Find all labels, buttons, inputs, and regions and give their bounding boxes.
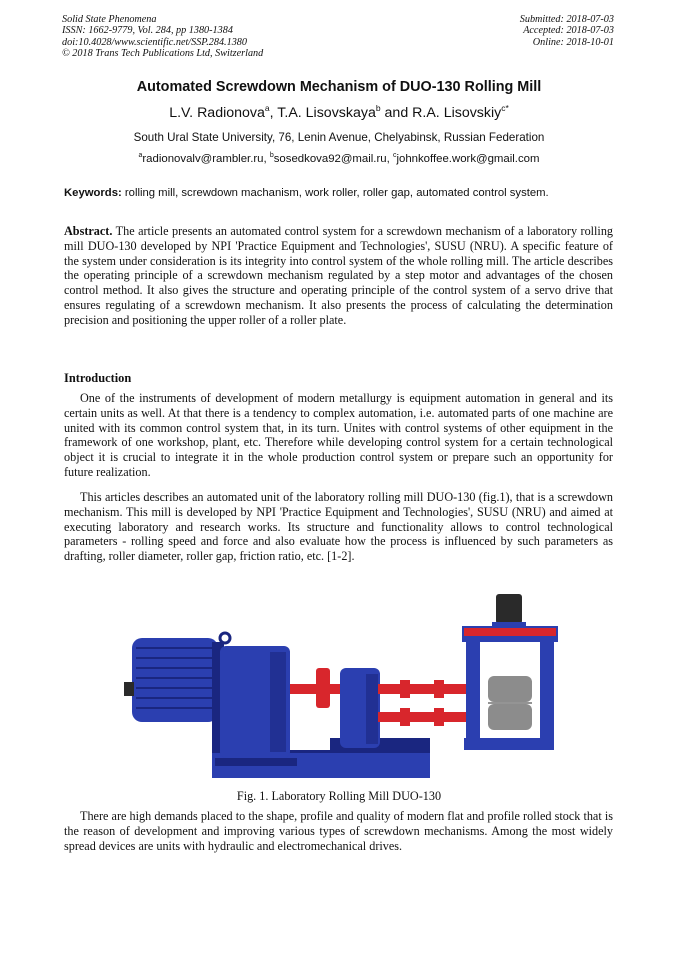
mill-stand-column: [540, 628, 554, 740]
gearbox-shadow: [270, 652, 286, 752]
email-mark: c: [392, 152, 397, 159]
abstract-label: Abstract.: [64, 224, 113, 238]
intro-paragraph: One of the instruments of development of modern metallurgy is equipment automation in general and its certain units as well. At that there is a tendency to complex automation, i.e. automated parts of one machine are united with its common control system that, in its turn. Unites with control systems of other equipment in the framework of one workshop, plant, etc. Therefore while developing control system for a certain technological object it is crucial to integrate it in the whole production control system or prepare such an opportunity for future realization.: [64, 391, 613, 479]
journal-copyright: © 2018 Trans Tech Publications Ltd, Switzerland: [62, 47, 264, 59]
lower-roller: [488, 704, 532, 730]
paper-title: Automated Screwdown Mechanism of DUO-130 Rolling Mill: [136, 79, 542, 95]
rolling-mill-figure: [120, 588, 560, 780]
author-affiliation-mark: b: [375, 103, 381, 113]
lifting-eye: [220, 633, 230, 643]
upper-spindle: [378, 684, 470, 694]
mill-stand-column: [466, 628, 480, 740]
intro-paragraph: This articles describes an automated unit of the laboratory rolling mill DUO-130 (fig.1), that is a screwdown mechanism. This mill is developed by NPI 'Practice Equipment and Technologies', SUSU (NRU) and aimed at executing laboratory and research works. Its structure and functionality allows to control technological parameters - rolling speed and force and also evaluate how the process is influenced by such parameters as drafting, roller diameter, roller gap, friction ratio, etc. [1-2].: [64, 490, 613, 564]
spindle-joint: [400, 680, 410, 698]
email-mark: a: [138, 152, 143, 159]
author-list: [0, 103, 678, 121]
journal-doi: doi:10.4028/www.scientific.net/SSP.284.1380: [62, 36, 247, 48]
author-separator: ,: [269, 105, 278, 121]
author-affiliation-mark: c*: [501, 103, 509, 113]
journal-header-right: [520, 14, 614, 48]
journal-header-left: [62, 14, 263, 59]
step-motor: [496, 594, 522, 624]
shaft: [290, 684, 316, 694]
keywords-label: Keywords:: [64, 187, 122, 199]
upper-roller: [488, 676, 532, 702]
keywords: [64, 187, 624, 199]
body-paragraph: There are high demands placed to the shape, profile and quality of modern flat and profile rolled stock that is the reason of development and improving various types of screwdown mechanisms. Among the most widely spread devices are units with hydraulic and electromechanical drives.: [64, 809, 613, 853]
step-motor-mount: [492, 622, 526, 628]
author-name: R.A. Lisovskiy: [412, 105, 502, 121]
journal-name: Solid State Phenomena: [62, 14, 157, 25]
spindle-joint: [434, 708, 444, 726]
author-conjunction: and: [380, 105, 413, 121]
gear-stand-shadow: [366, 674, 378, 744]
motor-end-cap: [124, 682, 134, 696]
submitted-date: Submitted: 2018-07-03: [519, 14, 614, 25]
email-list: $^a$radionovalv@rambler.ru, $^b$sosedkova92@mail.ru, $^c$johnkoffee.work@gmail.com: [138, 152, 540, 165]
online-date: Online: 2018-10-01: [532, 36, 614, 48]
email-mark: b: [269, 152, 274, 159]
lower-spindle: [378, 712, 470, 722]
gearbox-feet: [215, 758, 297, 766]
email-address[interactable]: radionovalv@rambler.ru: [142, 153, 264, 165]
abstract-text: The article presents an automated control system for a screwdown mechanism of a laboratory rolling mill DUO-130 developed by NPI 'Practice Equipment and Technologies', SUSU (NRU). A specific feature of the system under consideration is its integrity into control system of the whole rolling mill. The article describes the operating principle of a screwdown mechanism regulated by a step motor and advantages of the chosen control method. It also gives the structure and operating principle of the control system of a servo drive that ensures regulating of a screwdown mechanism. It also presents the process of calculating the determination precision and positioning the upper roller of a roller plate.: [64, 224, 614, 327]
author-name: T.A. Lisovskaya: [277, 105, 376, 121]
abstract: [64, 224, 613, 328]
email-address[interactable]: johnkoffee.work@gmail.com: [396, 153, 540, 165]
screwdown-plate: [464, 628, 556, 636]
affiliation: South Ural State University, 76, Lenin Avenue, Chelyabinsk, Russian Federation: [133, 131, 545, 144]
spindle-joint: [434, 680, 444, 698]
journal-issn: ISSN: 1662-9779, Vol. 284, pp 1380-1384: [62, 25, 233, 37]
spindle-joint: [400, 708, 410, 726]
figure-caption: Fig. 1. Laboratory Rolling Mill DUO-130: [236, 789, 442, 803]
email-address[interactable]: sosedkova92@mail.ru: [273, 153, 387, 165]
motor-body: [132, 638, 218, 722]
keywords-text: rolling mill, screwdown machanism, work roller, roller gap, automated control system.: [124, 187, 549, 199]
accepted-date: Accepted: 2018-07-03: [523, 25, 614, 37]
section-heading-introduction: Introduction: [64, 371, 132, 385]
author-affiliation-mark: a: [264, 103, 270, 113]
author-name: L.V. Radionova: [169, 105, 265, 121]
coupling: [316, 668, 330, 708]
